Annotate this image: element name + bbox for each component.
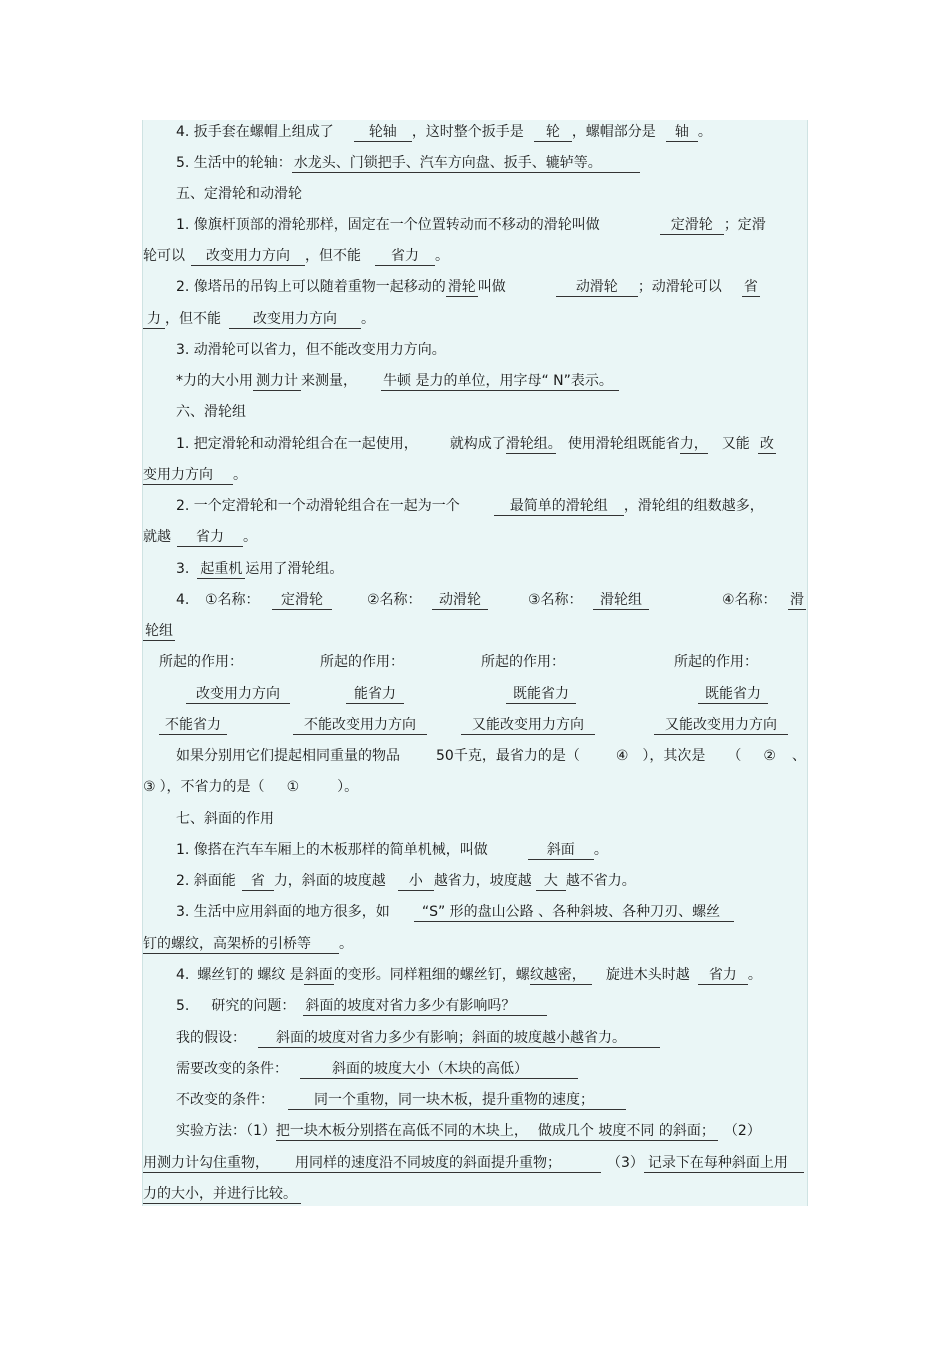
text: 。 [243,529,257,545]
answer-blank: 改变用力方向 [186,685,290,704]
text: 所起的作用： [674,654,758,670]
line-slope-examples [176,903,734,922]
text: 所起的作用： [481,654,565,670]
text: 。 [233,467,247,483]
text: 螺丝钉的 [197,967,254,983]
text: ④ [615,748,629,764]
text: ，但不能 [305,248,361,264]
line-fixed-pulley [176,216,766,235]
section-heading-6: 六、滑轮组 [176,404,246,420]
text: 5. 生活中的轮轴： [176,155,292,171]
answer-blank: 纹越密， [530,966,592,985]
line-wheel-axle-wrench [176,123,712,142]
answer-blank: 改变用力方向 [191,247,305,266]
text: 越省力，坡度越 [433,873,532,889]
answer-blank: 省 [242,872,274,891]
answer-blank: 做成几个 坡度不同 的斜面； [538,1122,718,1141]
line-pulley-names-cont [143,622,175,641]
answer-blank: 斜面 [304,967,333,983]
line-method-cont [143,1154,804,1173]
text: （3） [607,1155,644,1171]
line-effects-2 [159,716,799,735]
text: 越不省力。 [565,873,636,889]
text: 、 [791,748,806,764]
text: 旋进木头时越 [605,967,690,983]
text: 需要改变的条件： [176,1061,288,1077]
answer-blank: 改 [759,436,774,452]
line-pulley-block [176,435,776,454]
line-inclined-plane [176,841,608,860]
answer-blank: 滑轮 [447,279,476,295]
text: （ [727,748,742,764]
text: 螺纹 是 [257,967,304,983]
text: ；动滑轮可以 [637,279,722,295]
text: 我的假设： [176,1030,246,1046]
text: 的变形。同样粗细的螺丝钉，螺 [333,967,530,983]
line-method-cont-2 [143,1185,301,1204]
text: （2） [723,1123,761,1139]
answer-blank: 滑轮组 [593,591,649,610]
text: 使用滑轮组既能省 [567,436,680,452]
line-movable-pulley-summary: 3. 动滑轮可以省力，但不能改变用力方向。 [176,342,446,358]
text: 就越 [143,529,171,545]
answer-blank: 轮组 [145,623,173,639]
text: 实验方法：（1） [176,1123,276,1139]
text: 。 [697,124,712,140]
line-crane [176,560,343,579]
answer-blank: 力， [679,436,708,452]
text: 4. [176,967,190,983]
answer-blank: 既能省力 [698,685,768,704]
answer-blank: 力 [143,310,165,329]
text: ④名称： [722,592,777,608]
section-heading-5: 五、定滑轮和动滑轮 [176,186,302,202]
answer-blank: 起重机 [197,560,245,579]
text: 研究的问题： [211,998,296,1014]
answer-blank: 不能改变用力方向 [293,716,427,735]
answer-blank: 斜面的坡度对省力多少有影响；斜面的坡度越小越省力。 [258,1029,660,1048]
text: ；定滑 [723,217,766,233]
answer-blank: 斜面的坡度大小（木块的高低） [300,1060,578,1079]
text: 叫做 [477,279,506,295]
section-heading-7: 七、斜面的作用 [176,811,274,827]
text: 3. 生活中应用斜面的地方很多，如 [176,904,390,920]
line-constant-condition [176,1091,626,1110]
answer-blank: 省力 [177,528,243,547]
line-force-measure [176,372,619,391]
text: 2. 像塔吊的吊钩上可以随着重物一起移动的 [176,279,446,295]
text: ，螺帽部分是 [571,124,656,140]
answer-blank: 能省力 [346,685,404,704]
text: ），其次是 [642,748,706,764]
answer-blank: 钉的螺纹，高架桥的引桥等 [143,935,339,954]
text: 来测量， [301,373,357,389]
line-slope-examples-cont [143,935,353,954]
answer-blank: 轴 [666,123,698,142]
answer-blank: 不能省力 [159,716,227,735]
text: 所起的作用： [159,654,243,670]
text: 。 [593,842,608,858]
line-method [176,1122,761,1141]
text: 运用了滑轮组。 [245,561,344,577]
answer-blank: 把一块木板分别搭在高低不同的木块上， [276,1122,538,1141]
text: 4. 扳手套在螺帽上组成了 [176,124,334,140]
text: ，但不能 [165,311,221,327]
text: 如果分别用它们提起相同重量的物品 [176,748,400,764]
answer-blank: 又能改变用力方向 [654,716,788,735]
text: ① [286,779,300,795]
answer-blank: 轮轴 [354,123,412,142]
line-research-question [176,997,547,1016]
text: 轮可以 [143,248,185,264]
answer-blank: 测力计 [253,372,301,391]
answer-blank: 又能改变用力方向 [461,716,595,735]
answer-blank: 轮 [534,123,572,142]
answer-blank: 斜面 [528,841,594,860]
text: 3. [176,561,190,577]
answer-blank: 记录下在每种斜面上用 [644,1154,804,1173]
answer-blank: 省力 [698,966,748,985]
text: *力的大小用 [176,373,253,389]
line-screw [176,966,762,985]
text: 。 [361,311,375,327]
line-movable-pulley-cont [143,310,375,329]
answer-blank: 大 [536,872,566,891]
text: 。 [747,967,762,983]
answer-blank: 滑 [790,592,804,608]
line-pulley-names [176,591,806,609]
text: 50千克，最省力的是（ [436,748,580,764]
text: 就构成了 [449,436,506,452]
line-slope [176,872,636,891]
line-compare-question-cont [143,778,358,796]
line-compare-question [176,747,806,765]
text: 1. 把定滑轮和动滑轮组合在一起使用， [176,436,418,452]
text: 5. [176,998,190,1014]
answer-blank: 用测力计勾住重物， [143,1154,295,1173]
answer-blank: 同一个重物，同一块木板，提升重物的速度； [288,1091,626,1110]
line-simplest-pulley-block-cont [143,528,257,547]
text: ③ [143,779,156,795]
answer-blank: 省力 [375,247,435,266]
answer-blank: 既能省力 [506,685,576,704]
answer-blank: 最简单的滑轮组 [494,497,624,516]
line-effects-header [159,653,799,671]
answer-blank: “S” 形的盘山公路 、各种斜坡、各种刀刃、螺丝 [414,903,734,922]
line-wheel-axle-examples [176,154,640,173]
text: ③名称： [528,592,583,608]
answer-blank: 水龙头、门锁把手、汽车方向盘、扳手、辘轳等。 [292,154,640,173]
text: 4. [176,592,190,608]
line-simplest-pulley-block [176,497,764,516]
answer-blank: 斜面的坡度对省力多少有影响吗？ [303,997,547,1016]
line-pulley-block-cont [143,466,247,485]
line-variable-condition [176,1060,578,1079]
answer-blank: 省 [743,279,758,295]
answer-blank: 定滑轮 [272,591,332,610]
text: 2. 一个定滑轮和一个动滑轮组合在一起为一个 [176,498,460,514]
text: 2. 斜面能 [176,873,236,889]
answer-blank: 小 [398,872,434,891]
answer-blank: 动滑轮 [556,278,638,297]
text: 又能 [721,436,750,452]
answer-blank: 改变用力方向 [229,310,361,329]
line-fixed-pulley-cont [143,247,449,266]
text: ，这时整个扳手是 [411,124,524,140]
text: 。 [339,936,353,952]
answer-blank: 牛顿 是力的单位，用字母“ N”表示。 [381,372,619,391]
line-effects-1 [186,685,806,704]
text: 1. 像搭在汽车车厢上的木板那样的简单机械，叫做 [176,842,488,858]
answer-blank: 变用力方向 [143,466,233,485]
text: ①名称： [205,592,260,608]
text: ，滑轮组的组数越多， [623,498,764,514]
answer-blank: 定滑轮 [660,216,724,235]
line-hypothesis [176,1029,660,1048]
text: 不改变的条件： [176,1092,274,1108]
text: 1. 像旗杆顶部的滑轮那样，固定在一个位置转动而不移动的滑轮叫做 [176,217,600,233]
answer-blank: 力的大小，并进行比较。 [143,1185,301,1204]
text: ②名称： [367,592,422,608]
text: ）。 [337,779,359,795]
text: 。 [435,248,449,264]
text: 所起的作用： [320,654,404,670]
answer-blank: 用同样的速度沿不同坡度的斜面提升重物； [295,1154,601,1173]
answer-blank: 动滑轮 [432,591,488,610]
text: 力，斜面的坡度越 [273,873,386,889]
text: ② [763,748,776,764]
answer-blank: 滑轮组。 [505,436,562,452]
text: ），不省力的是（ [159,779,265,795]
line-movable-pulley [176,278,760,297]
